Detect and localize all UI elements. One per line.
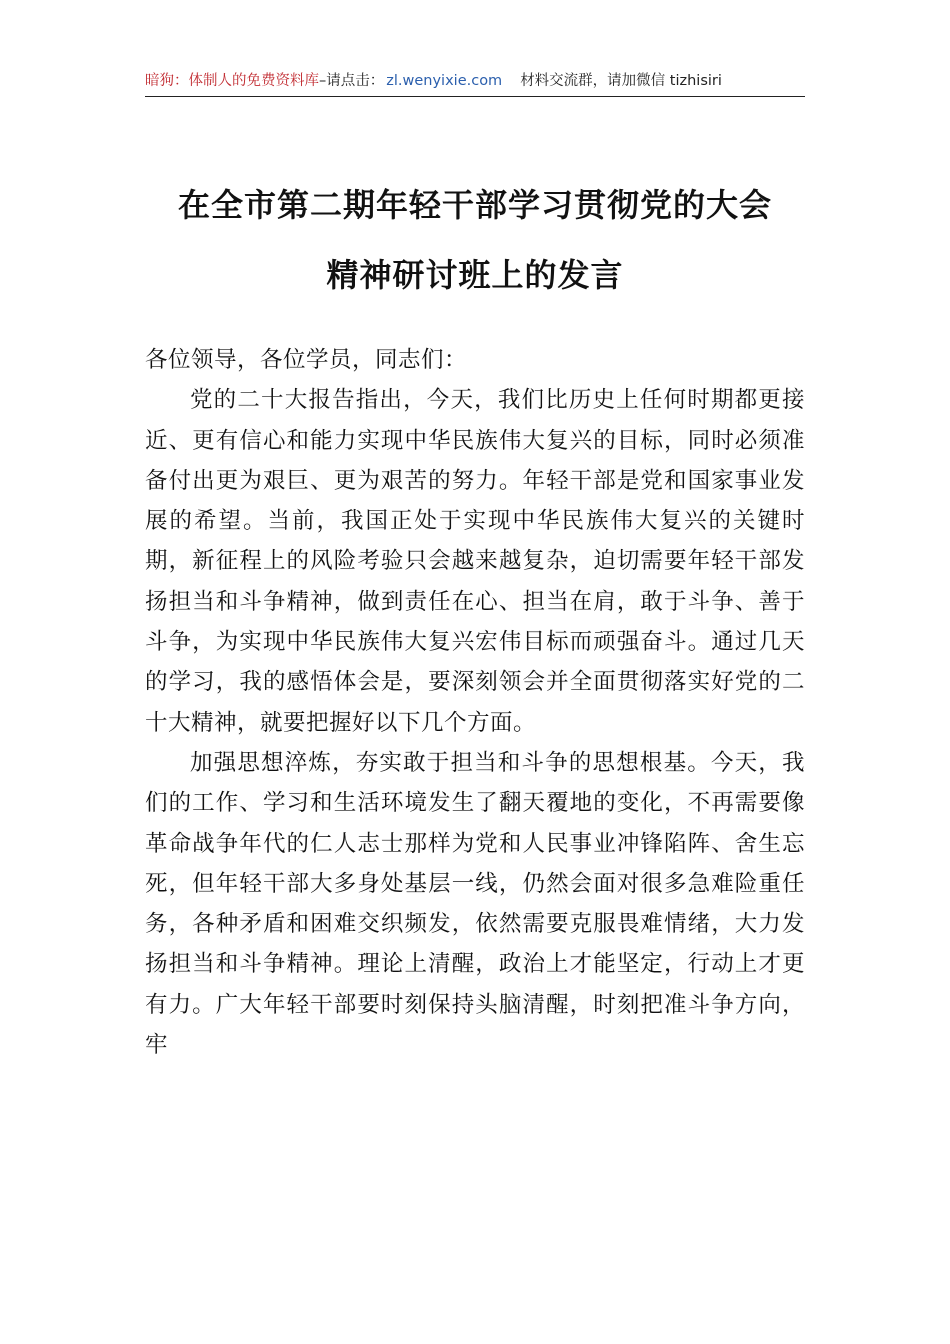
document-title xyxy=(100,170,850,310)
page-header xyxy=(145,70,805,97)
paragraph-1: 党的二十大报告指出，今天，我们比历史上任何时期都更接近、更有信心和能力实现中华民族伟大复兴的目标，同时必须准备付出更为艰巨、更为艰苦的努力。年轻干部是党和国家事业发展的希望。当前，我国正处于实现中华民族伟大复兴的关键时期，新征程上的风险考验只会越来越复杂，迫切需要年轻干部发扬担当和斗争精神，做到责任在心、担当在肩，敢于斗争、善于斗争，为实现中华民族伟大复兴宏伟目标而顽强奋斗。通过几天的学习，我的感悟体会是，要深刻领会并全面贯彻落实好党的二十大精神，就要把握好以下几个方面。 xyxy=(145,387,805,736)
title-line-1: 在全市第二期年轻干部学习贯彻党的大会 xyxy=(177,186,772,224)
header-prompt: –请点击： xyxy=(319,73,385,89)
header-contact: 材料交流群，请加微信 tizhisiri xyxy=(520,73,722,89)
header-brand: 暗狗：体制人的免费资料库 xyxy=(145,73,319,89)
document-body xyxy=(145,340,805,1065)
paragraph-2: 加强思想淬炼，夯实敢于担当和斗争的思想根基。今天，我们的工作、学习和生活环境发生了翻天覆地的变化，不再需要像革命战争年代的仁人志士那样为党和人民事业冲锋陷阵、舍生忘死，但年轻干部大多身处基层一线，仍然会面对很多急难险重任务，各种矛盾和困难交织频发，依然需要克服畏难情绪，大力发扬担当和斗争精神。理论上清醒，政治上才能坚定，行动上才更有力。广大年轻干部要时刻保持头脑清醒，时刻把准斗争方向，牢 xyxy=(145,749,805,1059)
title-line-2: 精神研讨班上的发言 xyxy=(326,256,624,294)
salutation: 各位领导，各位学员，同志们： xyxy=(145,347,468,373)
header-link[interactable]: zl.wenyixie.com xyxy=(386,73,503,89)
